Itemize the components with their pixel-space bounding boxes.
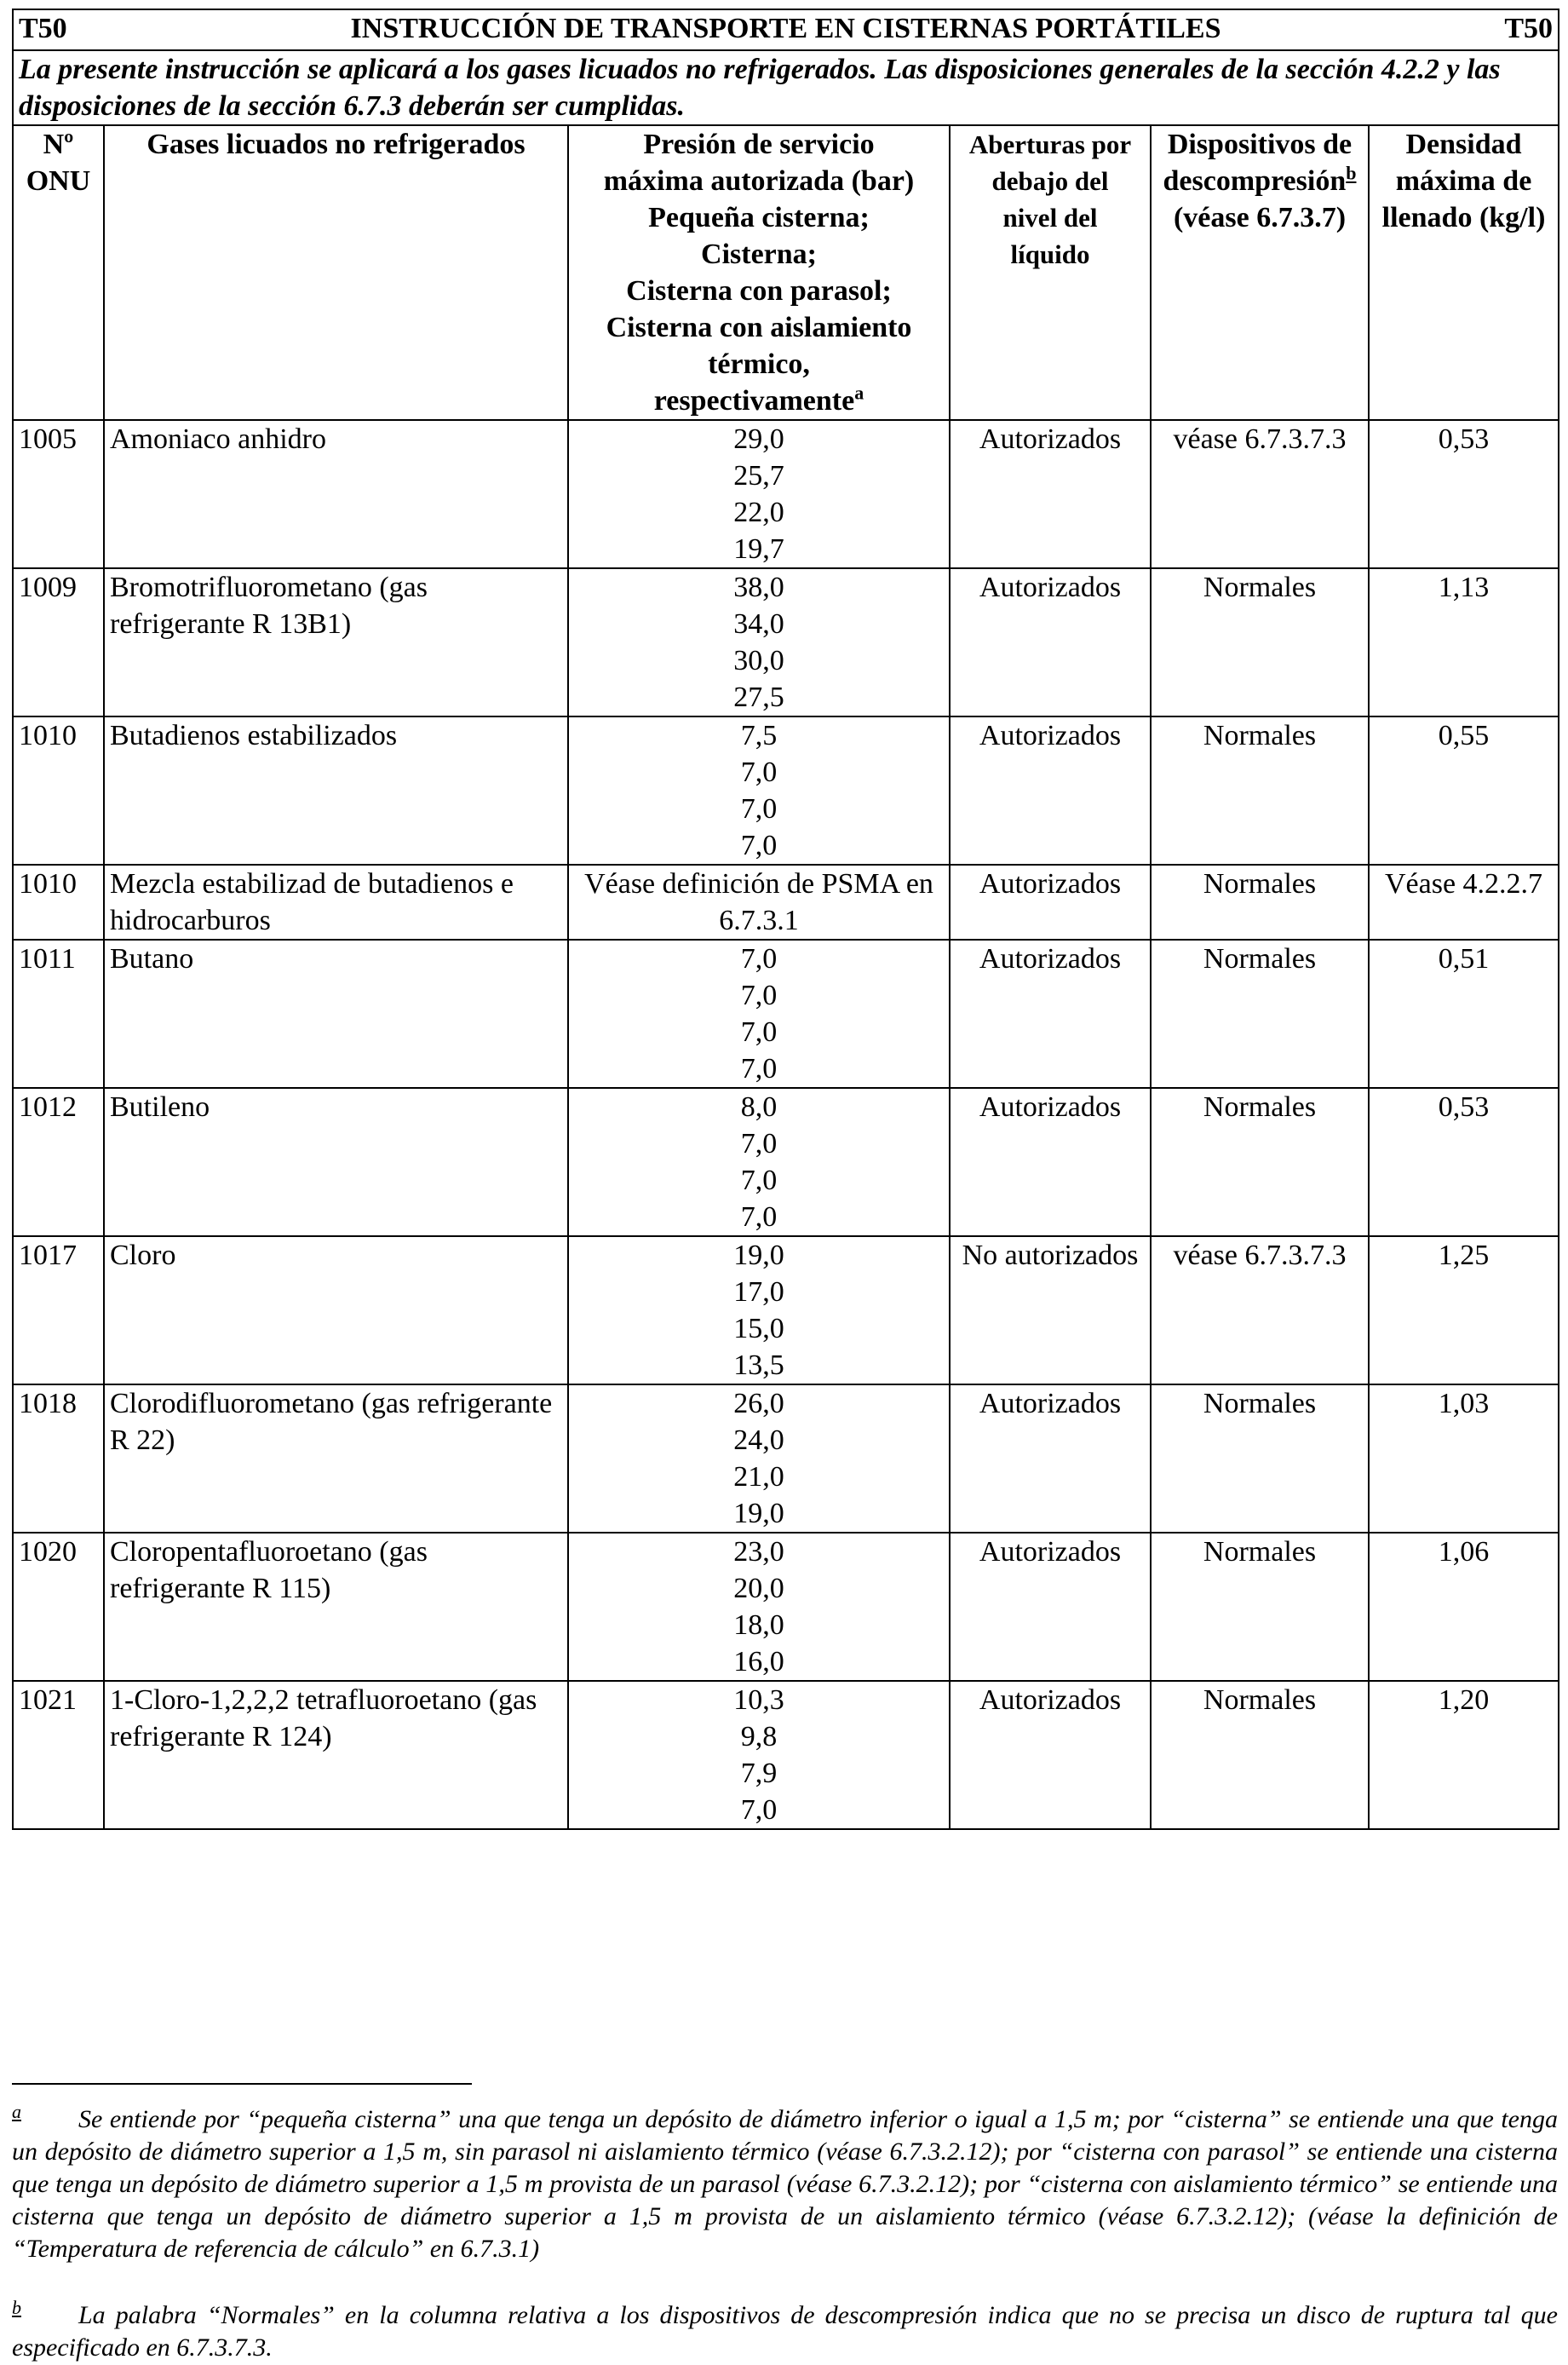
pressure-value: 7,0 bbox=[740, 1201, 778, 1233]
footnote-a-text: Se entiende por “pequeña cisterna” una que tenga un depósito de diámetro inferior o igual a 1,5 m; por “cisterna” se entiende una que tenga un depósito de diámetro superior a 1,5 m, sin parasol ni aislamiento térmico (véase 6.7.3.2.12); por “cisterna con parasol” se entiende una cisterna que tenga un depósito de diámetro superior a 1,5 m provista de un parasol (véase 6.7.3.2.12); por “cisterna con aislamiento térmico” se entiende una cisterna que tenga un depósito de diámetro superior a 1,5 m provista de un aislamiento térmico (véase 6.7.3.2.12); (véase la definición de “Temperatura de referencia de cálculo” en 6.7.3.1) bbox=[12, 2105, 1558, 2263]
pressure-value: 29,0 bbox=[733, 423, 784, 455]
pressure-value: 17,0 bbox=[733, 1276, 784, 1308]
footnote-b-mark: b bbox=[12, 2297, 21, 2318]
gas-name-cell: Butano bbox=[104, 940, 568, 1088]
onu-number-cell: 1005 bbox=[13, 420, 104, 568]
gas-name-cell: Mezcla estabilizad de butadienos e hidrocarburos bbox=[104, 865, 568, 940]
relief-device-cell: Normales bbox=[1151, 865, 1369, 940]
density-cell: 0,53 bbox=[1369, 1088, 1559, 1236]
gas-name-cell: Cloro bbox=[104, 1236, 568, 1384]
pressure-value: 34,0 bbox=[733, 608, 784, 640]
pressure-value: 26,0 bbox=[733, 1388, 784, 1419]
col-header-density: Densidad máxima de llenado (kg/l) bbox=[1369, 125, 1559, 420]
pressure-value: 13,5 bbox=[733, 1349, 784, 1381]
intro-text: La presente instrucción se aplicará a los gases licuados no refrigerados. Las disposiciones generales de la sección 4.2.2 y las disposiciones de la sección 6.7.3 deberán ser cumplidas. bbox=[19, 54, 1501, 122]
relief-device-cell: véase 6.7.3.7.3 bbox=[1151, 420, 1369, 568]
openings-cell: Autorizados bbox=[950, 1533, 1151, 1681]
gas-name-cell: Amoniaco anhidro bbox=[104, 420, 568, 568]
pressure-value: 25,7 bbox=[733, 460, 784, 492]
pressure-cell bbox=[568, 420, 950, 568]
col-header-onu: Nº ONU bbox=[13, 125, 104, 420]
pressure-cell bbox=[568, 568, 950, 716]
pressure-cell bbox=[568, 1088, 950, 1236]
density-cell: 1,06 bbox=[1369, 1533, 1559, 1681]
table-row bbox=[13, 420, 1559, 568]
openings-cell: Autorizados bbox=[950, 1681, 1151, 1829]
instruction-code-right: T50 bbox=[1504, 13, 1554, 44]
intro-row bbox=[13, 50, 1559, 125]
density-cell: 1,20 bbox=[1369, 1681, 1559, 1829]
pressure-cell bbox=[568, 865, 950, 940]
density-cell: 1,03 bbox=[1369, 1384, 1559, 1533]
pressure-value: 20,0 bbox=[733, 1573, 784, 1604]
pressure-value: 7,0 bbox=[740, 1053, 778, 1085]
gas-name-cell: 1-Cloro-1,2,2,2 tetrafluoroetano (gas refrigerante R 124) bbox=[104, 1681, 568, 1829]
column-header-row bbox=[13, 125, 1559, 420]
relief-device-cell: Normales bbox=[1151, 1533, 1369, 1681]
col-header-relief: Dispositivos de descompresión$^b$ (véase 6.7.3.7) bbox=[1151, 125, 1369, 420]
openings-cell: Autorizados bbox=[950, 1088, 1151, 1236]
openings-cell: No autorizados bbox=[950, 1236, 1151, 1384]
footnote-divider bbox=[12, 2083, 472, 2085]
footnote-b-marker: b bbox=[1346, 162, 1357, 184]
relief-device-cell: Normales bbox=[1151, 1384, 1369, 1533]
density-cell: 1,13 bbox=[1369, 568, 1559, 716]
pressure-value: 15,0 bbox=[733, 1313, 784, 1344]
table-row bbox=[13, 1681, 1559, 1829]
table-row bbox=[13, 940, 1559, 1088]
pressure-value: 19,0 bbox=[733, 1498, 784, 1529]
pressure-value: 7,0 bbox=[740, 1128, 778, 1159]
footnote-b bbox=[12, 2292, 1558, 2364]
pressure-value: 19,7 bbox=[733, 533, 784, 565]
pressure-value: 21,0 bbox=[733, 1461, 784, 1493]
density-cell: 0,53 bbox=[1369, 420, 1559, 568]
footnote-a-mark: a bbox=[12, 2101, 21, 2122]
pressure-value: 7,5 bbox=[740, 720, 778, 751]
pressure-value: 7,0 bbox=[740, 757, 778, 788]
pressure-value: Véase definición de PSMA en 6.7.3.1 bbox=[584, 868, 933, 936]
pressure-cell bbox=[568, 940, 950, 1088]
instruction-code-left: T50 bbox=[19, 13, 67, 44]
openings-cell: Autorizados bbox=[950, 865, 1151, 940]
gas-name-cell: Clorodifluorometano (gas refrigerante R 22) bbox=[104, 1384, 568, 1533]
pressure-value: 23,0 bbox=[733, 1536, 784, 1568]
footnote-a bbox=[12, 2096, 1558, 2265]
density-cell: 0,55 bbox=[1369, 716, 1559, 865]
onu-number-cell: 1010 bbox=[13, 716, 104, 865]
table-row bbox=[13, 716, 1559, 865]
gas-name-cell: Cloropentafluoroetano (gas refrigerante R 115) bbox=[104, 1533, 568, 1681]
relief-device-cell: Normales bbox=[1151, 1088, 1369, 1236]
pressure-value: 24,0 bbox=[733, 1424, 784, 1456]
instruction-title: INSTRUCCIÓN DE TRANSPORTE EN CISTERNAS PORTÁTILES bbox=[350, 13, 1221, 44]
pressure-value: 19,0 bbox=[733, 1240, 784, 1271]
openings-cell: Autorizados bbox=[950, 420, 1151, 568]
footnote-b-text: La palabra “Normales” en la columna relativa a los dispositivos de descompresión indica que no se precisa un disco de ruptura tal que especificado en 6.7.3.7.3. bbox=[12, 2301, 1558, 2362]
pressure-value: 7,0 bbox=[740, 830, 778, 861]
pressure-value: 30,0 bbox=[733, 645, 784, 676]
relief-device-cell: Normales bbox=[1151, 940, 1369, 1088]
onu-number-cell: 1020 bbox=[13, 1533, 104, 1681]
onu-number-cell: 1012 bbox=[13, 1088, 104, 1236]
onu-number-cell: 1010 bbox=[13, 865, 104, 940]
density-cell: 0,51 bbox=[1369, 940, 1559, 1088]
relief-device-cell: véase 6.7.3.7.3 bbox=[1151, 1236, 1369, 1384]
pressure-value: 7,0 bbox=[740, 1165, 778, 1196]
density-cell: 1,25 bbox=[1369, 1236, 1559, 1384]
table-row bbox=[13, 568, 1559, 716]
title-row bbox=[13, 9, 1559, 50]
pressure-value: 7,0 bbox=[740, 1794, 778, 1826]
table-row bbox=[13, 1088, 1559, 1236]
pressure-cell bbox=[568, 1384, 950, 1533]
pressure-cell bbox=[568, 716, 950, 865]
openings-cell: Autorizados bbox=[950, 940, 1151, 1088]
pressure-value: 10,3 bbox=[733, 1684, 784, 1716]
table-row bbox=[13, 1384, 1559, 1533]
table-row bbox=[13, 1236, 1559, 1384]
openings-cell: Autorizados bbox=[950, 568, 1151, 716]
table-row bbox=[13, 1533, 1559, 1681]
pressure-value: 7,9 bbox=[740, 1758, 778, 1789]
pressure-value: 8,0 bbox=[740, 1091, 778, 1123]
pressure-value: 18,0 bbox=[733, 1609, 784, 1641]
pressure-value: 7,0 bbox=[740, 943, 778, 975]
pressure-value: 38,0 bbox=[733, 572, 784, 603]
pressure-value: 27,5 bbox=[733, 682, 784, 713]
transport-instruction-table bbox=[12, 9, 1559, 1830]
gas-name-cell: Bromotrifluorometano (gas refrigerante R 13B1) bbox=[104, 568, 568, 716]
table-row bbox=[13, 865, 1559, 940]
onu-number-cell: 1011 bbox=[13, 940, 104, 1088]
openings-cell: Autorizados bbox=[950, 716, 1151, 865]
gas-name-cell: Butadienos estabilizados bbox=[104, 716, 568, 865]
onu-number-cell: 1017 bbox=[13, 1236, 104, 1384]
pressure-value: 7,0 bbox=[740, 1016, 778, 1048]
pressure-value: 7,0 bbox=[740, 980, 778, 1011]
footnote-a-marker: a bbox=[854, 382, 864, 404]
pressure-cell bbox=[568, 1681, 950, 1829]
col-header-pressure: Presión de servicio máxima autorizada (bar) Pequeña cisterna; Cisterna; Cisterna con parasol; Cisterna con aislamiento térmico, respectivamente$^a$ bbox=[568, 125, 950, 420]
relief-device-cell: Normales bbox=[1151, 716, 1369, 865]
document-page bbox=[12, 9, 1558, 1830]
col-header-openings: Aberturas por debajo del nivel del líquido bbox=[950, 125, 1151, 420]
pressure-cell bbox=[568, 1533, 950, 1681]
openings-cell: Autorizados bbox=[950, 1384, 1151, 1533]
col-header-name: Gases licuados no refrigerados bbox=[104, 125, 568, 420]
pressure-value: 7,0 bbox=[740, 793, 778, 825]
onu-number-cell: 1018 bbox=[13, 1384, 104, 1533]
relief-device-cell: Normales bbox=[1151, 1681, 1369, 1829]
pressure-cell bbox=[568, 1236, 950, 1384]
density-cell: Véase 4.2.2.7 bbox=[1369, 865, 1559, 940]
pressure-value: 9,8 bbox=[740, 1721, 778, 1752]
onu-number-cell: 1009 bbox=[13, 568, 104, 716]
pressure-value: 16,0 bbox=[733, 1646, 784, 1677]
gas-name-cell: Butileno bbox=[104, 1088, 568, 1236]
onu-number-cell: 1021 bbox=[13, 1681, 104, 1829]
relief-device-cell: Normales bbox=[1151, 568, 1369, 716]
pressure-value: 22,0 bbox=[733, 497, 784, 528]
table-body bbox=[13, 420, 1559, 1829]
